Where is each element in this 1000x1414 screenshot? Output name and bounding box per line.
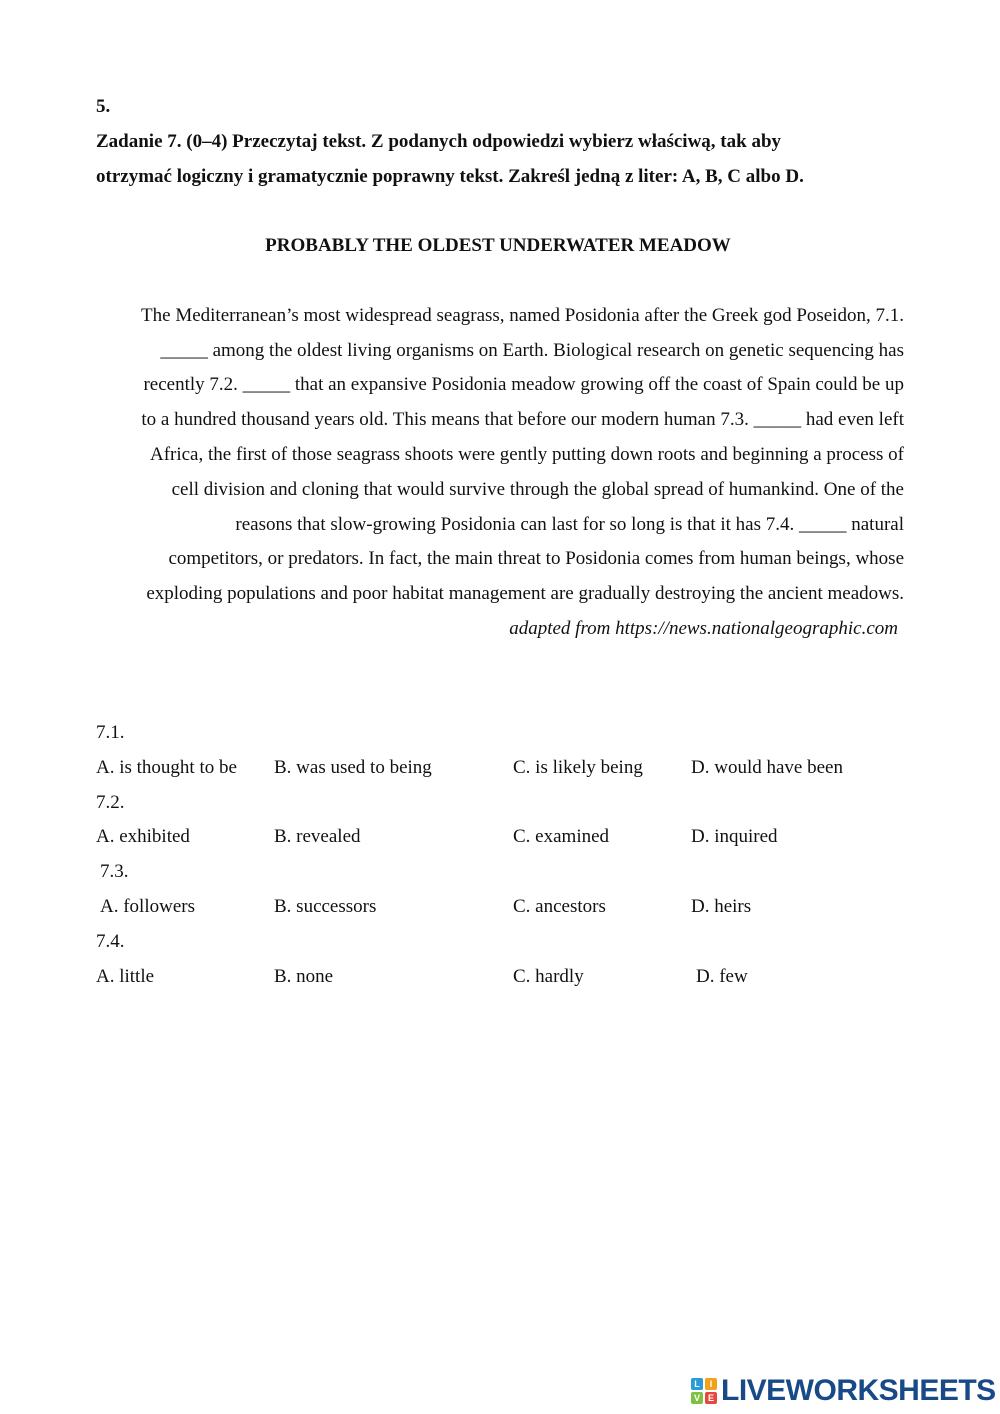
option-7-2-c[interactable]: C. examined (513, 826, 610, 847)
article-source: adapted from https://news.nationalgeographic.com (509, 618, 898, 639)
option-7-1-a[interactable]: A. is thought to be (96, 757, 237, 778)
article-line: to a hundred thousand years old. This means that before our modern human 7.3. _____ had even left (141, 409, 904, 430)
liveworksheets-logo (691, 1374, 996, 1408)
option-7-4-d[interactable]: D. few (696, 966, 748, 987)
logo-mark-icon (691, 1378, 717, 1404)
logo-mark-letter: I (705, 1378, 717, 1390)
option-7-3-c[interactable]: C. ancestors (513, 896, 606, 917)
instruction-line-1: Zadanie 7. (0–4) Przeczytaj tekst. Z podanych odpowiedzi wybierz właściwą, tak aby (96, 131, 782, 152)
option-7-4-c[interactable]: C. hardly (513, 966, 584, 987)
option-7-2-d[interactable]: D. inquired (691, 826, 778, 847)
question-label-7-3: 7.3. (100, 861, 129, 882)
article-line: The Mediterranean’s most widespread seagrass, named Posidonia after the Greek god Poseidon, 7.1. (141, 305, 904, 326)
article-line: competitors, or predators. In fact, the main threat to Posidonia comes from human beings, whose (168, 548, 904, 569)
logo-mark-letter: L (691, 1378, 703, 1390)
option-7-2-b[interactable]: B. revealed (274, 826, 361, 847)
option-7-1-d[interactable]: D. would have been (691, 757, 843, 778)
question-label-7-4: 7.4. (96, 931, 125, 952)
option-7-2-a[interactable]: A. exhibited (96, 826, 190, 847)
article-line: cell division and cloning that would survive through the global spread of humankind. One of the (171, 479, 904, 500)
article-title: PROBABLY THE OLDEST UNDERWATER MEADOW (265, 235, 731, 256)
article-line: Africa, the first of those seagrass shoots were gently putting down roots and beginning a process of (149, 444, 904, 465)
article-line: reasons that slow-growing Posidonia can last for so long is that it has 7.4. _____ natural (235, 514, 904, 535)
logo-wordmark: LIVEWORKSHEETS (721, 1374, 996, 1407)
question-label-7-1: 7.1. (96, 722, 125, 743)
question-label-7-2: 7.2. (96, 792, 125, 813)
article-line: recently 7.2. _____ that an expansive Posidonia meadow growing off the coast of Spain could be up (143, 374, 904, 395)
task-number: 5. (96, 96, 111, 117)
option-7-4-a[interactable]: A. little (96, 966, 155, 987)
article-line: _____ among the oldest living organisms on Earth. Biological research on genetic sequencing has (160, 340, 904, 361)
option-7-1-c[interactable]: C. is likely being (513, 757, 643, 778)
option-7-3-b[interactable]: B. successors (274, 896, 377, 917)
option-7-3-d[interactable]: D. heirs (691, 896, 752, 917)
article-line: exploding populations and poor habitat management are gradually destroying the ancient meadows. (146, 583, 904, 604)
option-7-4-b[interactable]: B. none (274, 966, 334, 987)
option-7-1-b[interactable]: B. was used to being (274, 757, 432, 778)
logo-mark-letter: V (691, 1392, 703, 1404)
logo-mark-letter: E (705, 1392, 717, 1404)
instruction-line-2: otrzymać logiczny i gramatycznie poprawny tekst. Zakreśl jedną z liter: A, B, C albo D. (96, 166, 804, 187)
option-7-3-a[interactable]: A. followers (100, 896, 195, 917)
